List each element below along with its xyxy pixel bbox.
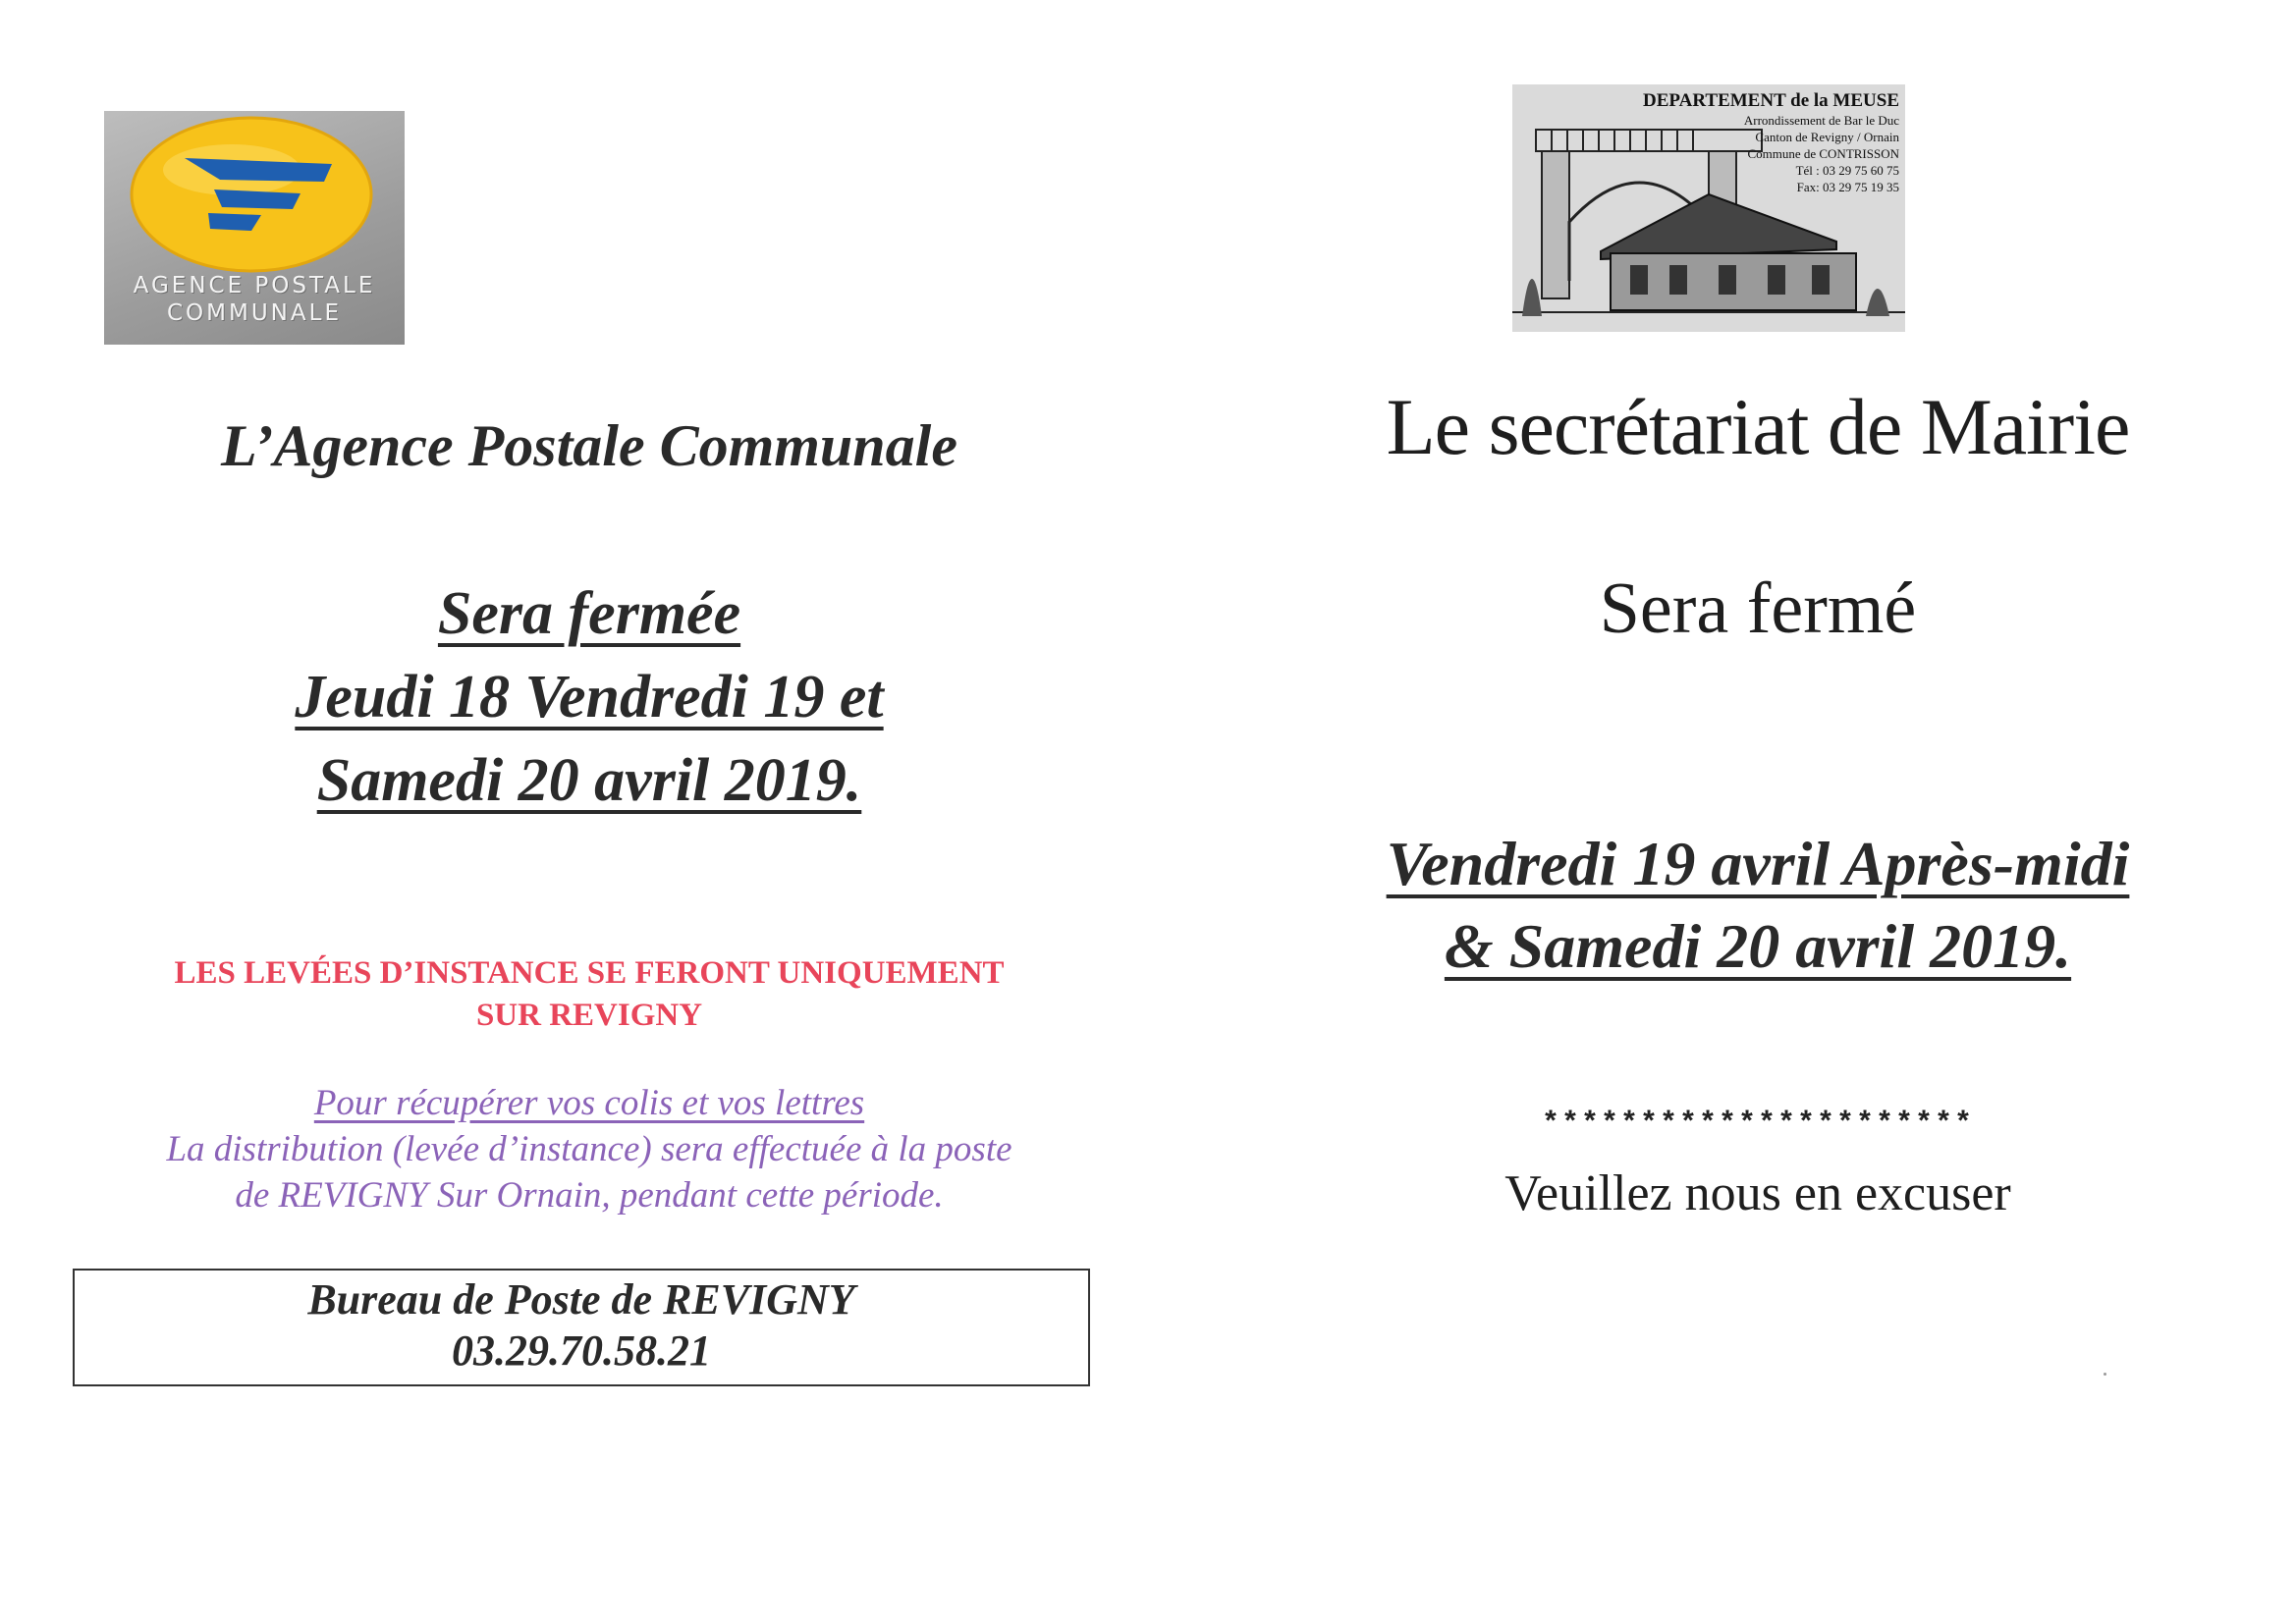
star-separator: ********************** (1541, 1108, 1975, 1141)
apology-text: Veuillez nous en excuser (1504, 1165, 2011, 1221)
stamp-line-2: Canton de Revigny / Ornain (1755, 130, 1899, 144)
stamp-title: DEPARTEMENT de la MEUSE (1643, 90, 1899, 111)
agence-title: L’Agence Postale Communale (221, 413, 957, 478)
mairie-closure-dates (1267, 823, 2249, 988)
scan-speck (2104, 1373, 2106, 1376)
distribution-notice (59, 1080, 1120, 1218)
distribution-line-2: de REVIGNY Sur Ornain, pendant cette période. (235, 1175, 944, 1216)
instance-notice-line-2: SUR REVIGNY (475, 998, 703, 1033)
bureau-phone: 03.29.70.58.21 (452, 1326, 711, 1375)
bureau-name: Bureau de Poste de REVIGNY (307, 1275, 855, 1324)
stamp-line-3: Commune de CONTRISSON (1747, 146, 1899, 161)
mairie-subtitle: Sera fermé (1599, 568, 1917, 649)
closure-line-1: Sera fermée (437, 580, 741, 647)
instance-notice-line-1: LES LEVÉES D’INSTANCE SE FERONT UNIQUEMENT (174, 955, 1005, 991)
distribution-line-1: La distribution (levée d’instance) sera effectuée à la poste (166, 1129, 1012, 1169)
closure-line-2: Jeudi 18 Vendredi 19 et (295, 664, 884, 730)
instance-notice (59, 952, 1120, 1037)
bureau-contact-box (73, 1269, 1090, 1386)
stamp-line-4: Tél : 03 29 75 60 75 (1795, 163, 1899, 178)
mairie-date-line-1: Vendredi 19 avril Après-midi (1386, 829, 2130, 898)
stamp-text (1643, 90, 1899, 195)
stamp-line-5: Fax: 03 29 75 19 35 (1796, 180, 1899, 194)
mairie-stamp (1512, 84, 1905, 332)
stamp-line-1: Arrondissement de Bar le Duc (1743, 113, 1899, 128)
logo-line1: AGENCE POSTALE (133, 273, 376, 298)
logo-line2: COMMUNALE (167, 300, 342, 326)
agence-closure-dates (98, 572, 1080, 823)
distribution-heading: Pour récupérer vos colis et vos lettres (313, 1083, 865, 1123)
mairie-title: Le secrétariat de Mairie (1386, 382, 2130, 471)
closure-line-3: Samedi 20 avril 2019. (316, 747, 862, 814)
la-poste-logo (104, 111, 405, 345)
mairie-date-line-2: & Samedi 20 avril 2019. (1444, 911, 2072, 981)
